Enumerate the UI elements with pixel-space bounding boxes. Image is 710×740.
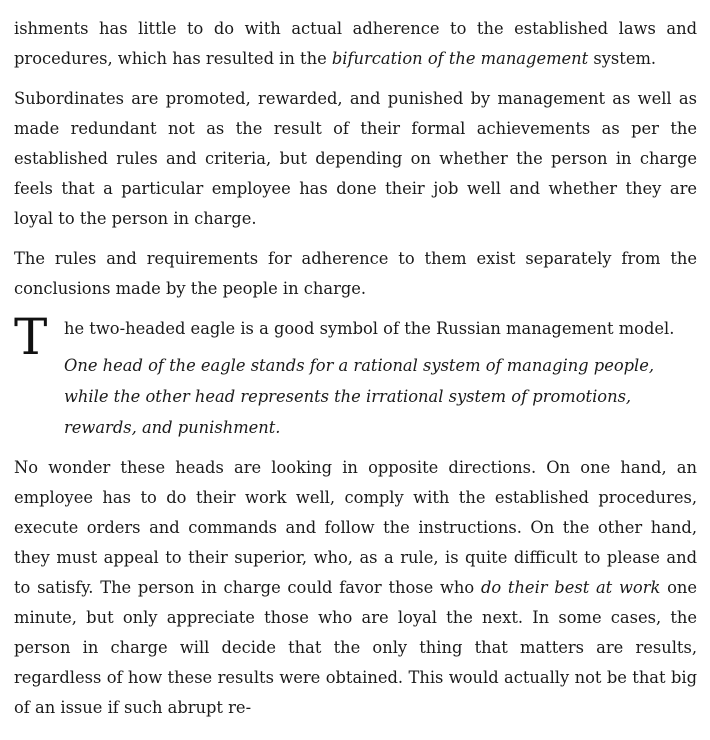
paragraph-text: system. bbox=[588, 49, 657, 68]
document-page bbox=[14, 14, 697, 733]
paragraph-text: one minute, but only appreciate those who are loyal the next. In some cases, the person in charge will decide that the only thing that matters are results, regardless of how these results were obtained. This would actually not be that big of an issue if such abrupt re- bbox=[14, 578, 697, 717]
paragraph-bifurcation bbox=[14, 14, 697, 74]
emphasis-text: do their best at work bbox=[480, 578, 661, 597]
paragraph-opposite-directions bbox=[14, 453, 697, 723]
drop-cap-section bbox=[14, 308, 697, 443]
paragraph-rules: The rules and requirements for adherence to them exist separately from the conclusions made by the people in charge. bbox=[14, 249, 697, 298]
paragraph-subordinates: Subordinates are promoted, rewarded, and punished by management as well as made redundant not as the result of their formal achievements as per the established rules and criteria, but depending on whether the person in charge feels that a particular employee has done their job well and whether they are loyal to the person in charge. bbox=[14, 89, 697, 228]
paragraph-text: ishments has little to do with actual adherence to the established laws and procedures, which has resulted in the bbox=[14, 19, 697, 68]
drop-cap-paragraph: he two-headed eagle is a good symbol of the Russian management model. bbox=[64, 319, 675, 338]
drop-cap-letter: T bbox=[14, 308, 48, 366]
emphasis-text: bifurcation of the management bbox=[331, 49, 589, 68]
paragraph-text: No wonder these heads are looking in opposite directions. On one hand, an employee has to do their work well, comply with the established procedures, execute orders and commands and follow the instructions. On the other hand, they must appeal to their superior, who, as a rule, is quite difficult to please and to satisfy. The person in charge could favor those who bbox=[14, 458, 697, 597]
eagle-quote: One head of the eagle stands for a rational system of managing people, while the other head represents the irrational system of promotions, rewards, and punishment. bbox=[64, 356, 655, 437]
